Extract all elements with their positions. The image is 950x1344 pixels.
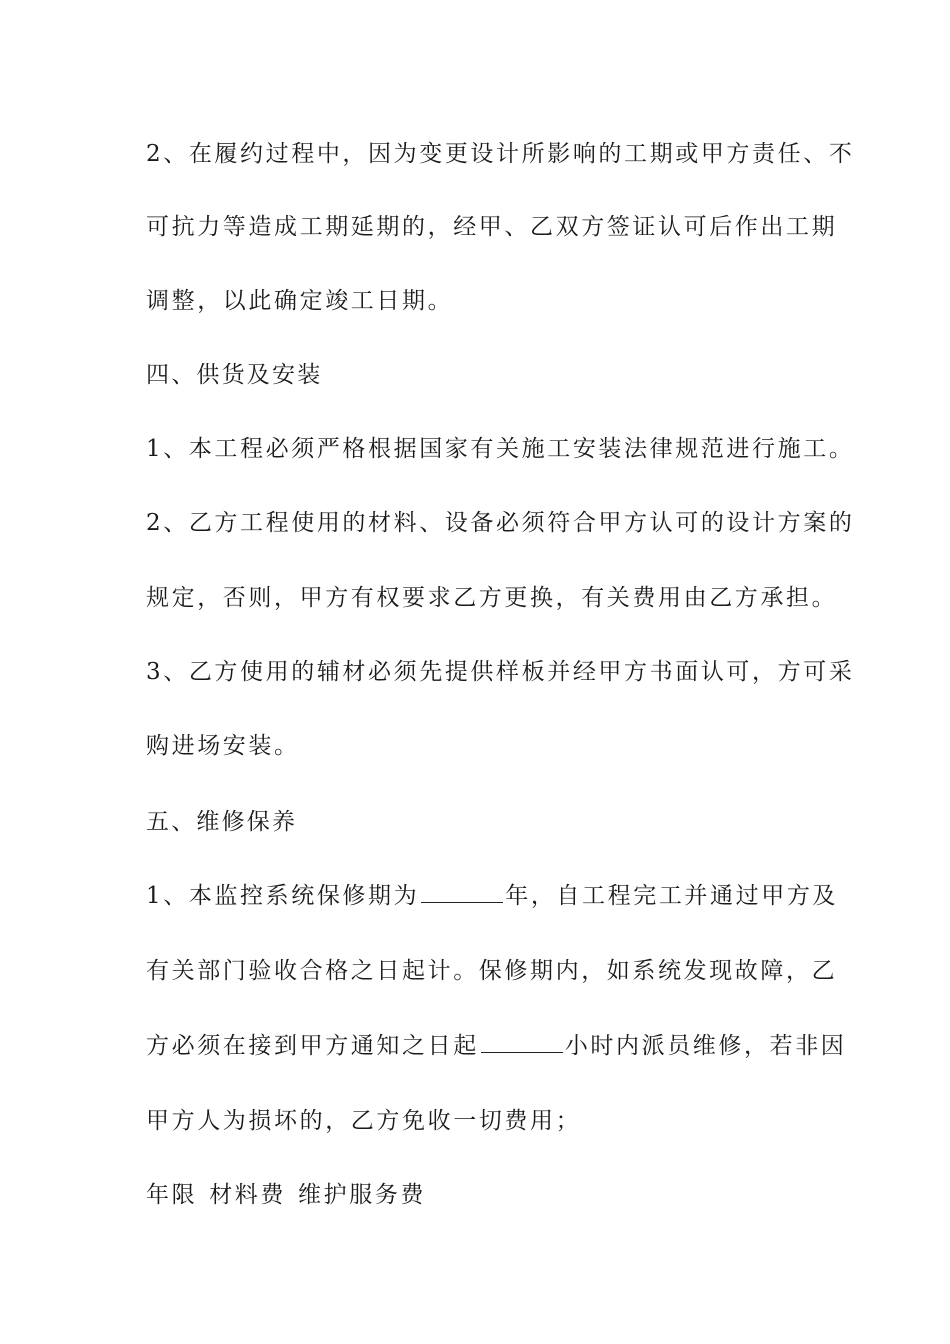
paragraph-line: 调整，以此确定竣工日期。 <box>146 288 454 314</box>
paragraph-line: 1、本工程必须严格根据国家有关施工安装法律规范进行施工。 <box>146 436 855 462</box>
paragraph-line: 甲方人为损坏的，乙方免收一切费用； <box>146 1108 582 1134</box>
warranty-years-blank[interactable] <box>421 884 503 903</box>
paragraph-line: 规定，否则，甲方有权要求乙方更换，有关费用由乙方承担。 <box>146 585 838 611</box>
table-header-service-fee: 维护服务费 <box>298 1182 427 1208</box>
response-text-after: 小时内派员维修，若非因 <box>564 1033 847 1059</box>
section-heading-supply: 四、供货及安装 <box>146 362 323 388</box>
response-hours-blank[interactable] <box>481 1034 563 1053</box>
paragraph-line: 购进场安装。 <box>146 733 300 759</box>
warranty-text-after: 年，自工程完工并通过甲方及 <box>505 883 839 909</box>
paragraph-line: 2、乙方工程使用的材料、设备必须符合甲方认可的设计方案的 <box>146 510 855 536</box>
paragraph-line: 有关部门验收合格之日起计。保修期内，如系统发现故障，乙 <box>146 958 838 984</box>
section-heading-maintenance: 五、维修保养 <box>146 809 298 835</box>
table-header-material-fee: 材料费 <box>209 1182 287 1208</box>
paragraph-line: 可抗力等造成工期延期的，经甲、乙双方签证认可后作出工期 <box>146 214 838 240</box>
table-header-years: 年限 <box>146 1182 198 1208</box>
paragraph-line-response <box>146 1031 847 1061</box>
paragraph-line-warranty <box>146 881 839 911</box>
fee-table-header <box>146 1180 826 1210</box>
warranty-text-before: 1、本监控系统保修期为 <box>146 883 420 909</box>
response-text-before: 方必须在接到甲方通知之日起 <box>146 1033 479 1059</box>
paragraph-line: 2、在履约过程中，因为变更设计所影响的工期或甲方责任、不 <box>146 141 855 167</box>
paragraph-line: 3、乙方使用的辅材必须先提供样板并经甲方书面认可，方可采 <box>146 659 855 685</box>
